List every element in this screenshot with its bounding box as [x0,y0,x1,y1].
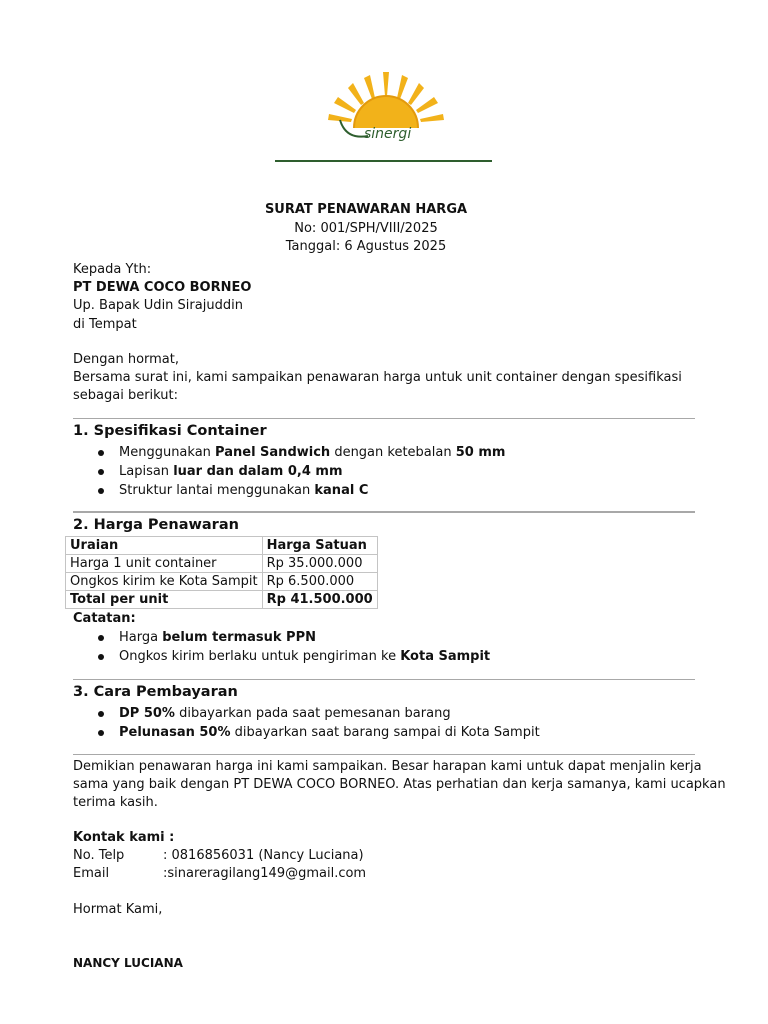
section-divider [73,679,695,680]
section-divider [73,418,695,419]
table-cell: Rp 6.500.000 [262,573,377,591]
table-cell: Rp 35.000.000 [262,555,377,573]
section-1-heading: 1. Spesifikasi Container [73,423,267,439]
closing-line-2: sama yang baik dengan PT DEWA COCO BORNEO. Atas perhatian dan kerja samanya, kami ucapkan [73,777,726,792]
contact-phone [73,848,364,863]
list-item: Menggunakan Panel Sandwich dengan ketebalan 50 mm [73,443,505,462]
closing-line-1: Demikian penawaran harga ini kami sampaikan. Besar harapan kami untuk dapat menjalin kerja [73,759,702,774]
notes-label: Catatan: [73,611,136,626]
phone-value: : 0816856031 (Nancy Luciana) [163,848,364,863]
column-header: Harga Satuan [262,537,377,555]
list-item: DP 50% dibayarkan pada saat pemesanan barang [73,704,540,723]
sinergi-logo [326,70,446,148]
list-item: Ongkos kirim berlaku untuk pengiriman ke Kota Sampit [73,647,490,666]
section-2-heading: 2. Harga Penawaran [73,517,239,533]
recipient-attention: Up. Bapak Udin Sirajuddin [73,298,243,313]
table-cell: Harga 1 unit container [66,555,263,573]
closing-line-3: terima kasih. [73,795,158,810]
list-item: Lapisan luar dan dalam 0,4 mm [73,462,505,481]
table-cell: Ongkos kirim ke Kota Sampit [66,573,263,591]
list-item: Harga belum termasuk PPN [73,628,490,647]
recipient-company: PT DEWA COCO BORNEO [73,280,252,295]
document-title: SURAT PENAWARAN HARGA [264,202,468,217]
table-total-row [66,591,378,609]
section-divider [73,511,695,513]
list-item: Struktur lantai menggunakan kanal C [73,481,505,500]
table-cell: Total per unit [66,591,263,609]
contact-email [73,866,366,881]
email-value: :sinareragilang149@gmail.com [163,866,367,881]
section-3-heading: 3. Cara Pembayaran [73,684,238,700]
table-row [66,573,378,591]
table-header-row [66,537,378,555]
recipient-place: di Tempat [73,317,137,332]
payment-list [73,704,540,742]
column-header: Uraian [66,537,263,555]
spec-list [73,443,505,500]
document-number: No: 001/SPH/VIII/2025 [294,221,438,236]
table-cell: Rp 41.500.000 [262,591,377,609]
price-table [65,536,378,609]
notes-list [73,628,490,666]
table-row [66,555,378,573]
intro-line-1: Bersama surat ini, kami sampaikan penawaran harga untuk unit container dengan spesifikasi [73,370,682,385]
section-divider [73,754,695,755]
recipient-greeting: Kepada Yth: [73,262,152,277]
phone-label: No. Telp [73,848,125,863]
email-label: Email [73,866,110,881]
salutation: Dengan hormat, [73,352,180,367]
signatory-name: NANCY LUCIANA [73,956,183,970]
contact-heading: Kontak kami : [73,830,175,845]
document-date: Tanggal: 6 Agustus 2025 [285,239,447,254]
logo-text: sinergi [364,126,412,142]
signoff-text: Hormat Kami, [73,902,163,917]
logo-divider [275,160,492,162]
intro-line-2: sebagai berikut: [73,388,179,403]
list-item: Pelunasan 50% dibayarkan saat barang sampai di Kota Sampit [73,723,540,742]
